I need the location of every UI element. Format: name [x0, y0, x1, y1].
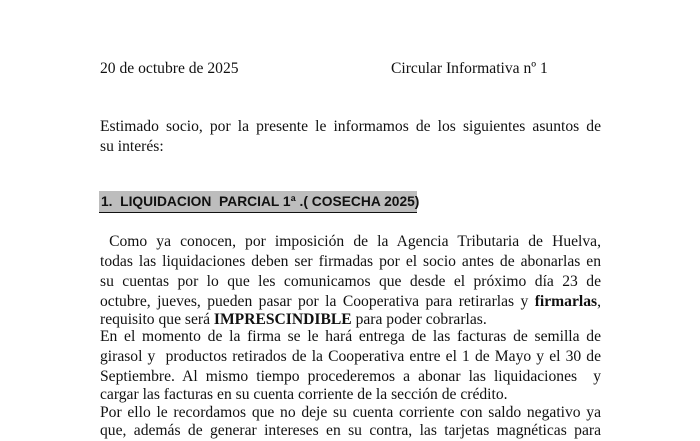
- paragraph-2-line-3: Septiembre. Al mismo tiempo procederemos a abonar las liquidaciones y: [100, 368, 601, 385]
- paragraph-2-line-4: cargar las facturas en su cuenta corriente de la sección de crédito.: [100, 386, 508, 403]
- paragraph-2-line-1: En el momento de la firma se le hará entrega de las facturas de semilla de: [100, 328, 601, 345]
- paragraph-3-line-2: que, además de generar intereses en su contra, las tarjetas magnéticas para: [100, 422, 601, 439]
- paragraph-2-line-2: girasol y productos retirados de la Cooperativa entre el 1 de Mayo y el 30 de: [100, 348, 601, 365]
- greeting-line-2: su interés:: [100, 138, 164, 155]
- section-heading-liquidacion: 1. LIQUIDACION PARCIAL 1ª .( COSECHA 2025): [99, 191, 417, 213]
- paragraph-1-line-1: Como ya conocen, por imposición de la Agencia Tributaria de Huelva,: [100, 233, 601, 250]
- imprescindible-emphasis: IMPRESCINDIBLE: [213, 311, 352, 328]
- greeting-line-1: Estimado socio, por la presente le informamos de los siguientes asuntos de: [100, 118, 601, 135]
- paragraph-1-line-5: requisito que será IMPRESCINDIBLE para poder cobrarlas.: [100, 311, 487, 328]
- letter-date: 20 de octubre de 2025: [100, 60, 239, 77]
- firmarlas-emphasis: firmarlas: [534, 293, 598, 310]
- circular-number: Circular Informativa nº 1: [391, 60, 548, 77]
- paragraph-1-line-3: su cuentas por lo que les comunicamos que desde el próximo día 23 de: [100, 273, 601, 290]
- paragraph-1-line-4: octubre, jueves, pueden pasar por la Cooperativa para retirarlas y firmarlas,: [100, 293, 601, 310]
- paragraph-3-line-1: Por ello le recordamos que no deje su cuenta corriente con saldo negativo ya: [100, 404, 601, 421]
- paragraph-1-line-2: todas las liquidaciones deben ser firmadas por el socio antes de abonarlas en: [100, 253, 601, 270]
